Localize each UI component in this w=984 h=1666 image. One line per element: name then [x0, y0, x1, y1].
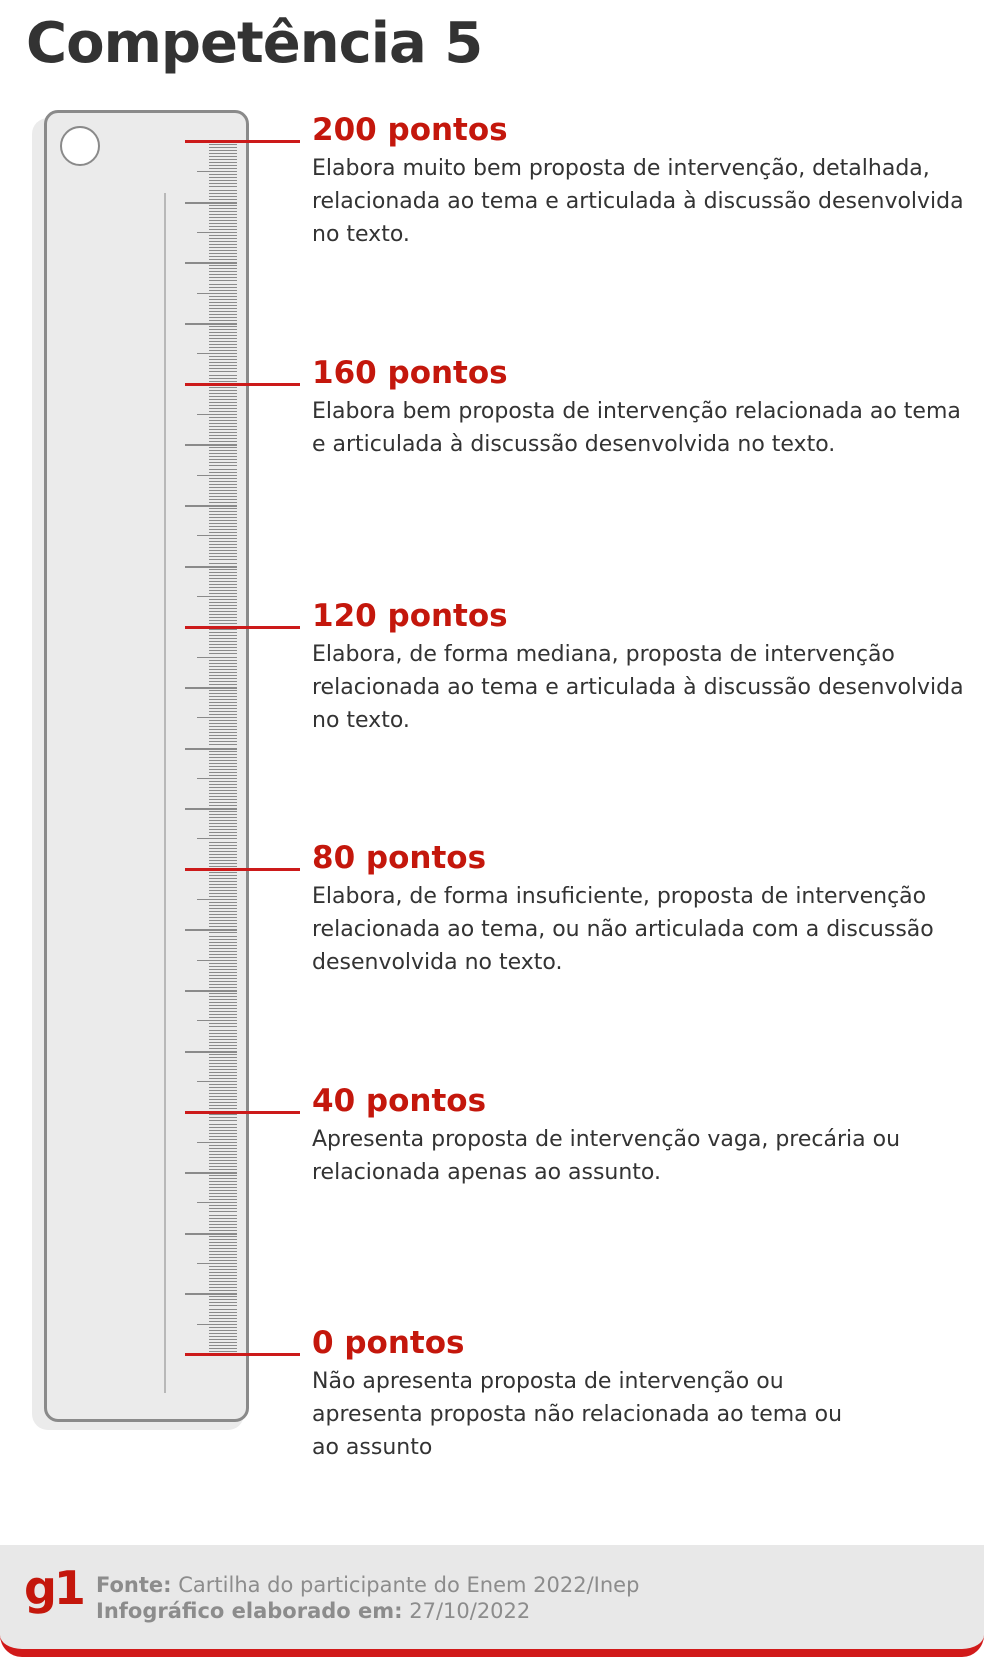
- level-marker-160: [185, 383, 300, 386]
- level-title-160: 160 pontos: [312, 355, 508, 391]
- level-marker-0: [185, 1353, 300, 1356]
- level-desc-120: Elabora, de forma mediana, proposta de intervenção relacionada ao tema e articulada à discussão desenvolvida no texto.: [312, 642, 964, 733]
- footer: [0, 1545, 984, 1657]
- footer-source-value: Cartilha do participante do Enem 2022/Inep: [178, 1573, 640, 1597]
- level-marker-40: [185, 1111, 300, 1114]
- ruler-groove: [164, 193, 166, 1393]
- level-title-40: 40 pontos: [312, 1083, 487, 1119]
- footer-date-value: 27/10/2022: [409, 1599, 531, 1623]
- page-title: Competência 5: [26, 11, 483, 76]
- level-desc-40: Apresenta proposta de intervenção vaga, precária ou relacionada apenas ao assunto.: [312, 1127, 901, 1185]
- level-title-80: 80 pontos: [312, 840, 487, 876]
- level-desc-200: Elabora muito bem proposta de intervenção, detalhada, relacionada ao tema e articulada à discussão desenvolvida no texto.: [312, 156, 964, 247]
- level-marker-200: [185, 140, 300, 143]
- footer-date: [96, 1601, 530, 1622]
- level-title-120: 120 pontos: [312, 598, 508, 634]
- level-desc-80: Elabora, de forma insuficiente, proposta de intervenção relacionada ao tema, ou não articulada com a discussão desenvolvida no texto.: [312, 884, 934, 975]
- level-marker-80: [185, 868, 300, 871]
- ruler-hole: [60, 126, 100, 166]
- level-desc-0: Não apresenta proposta de intervenção ou apresenta proposta não relacionada ao tema ou ao assunto: [312, 1369, 843, 1460]
- level-marker-120: [185, 626, 300, 629]
- level-title-200: 200 pontos: [312, 112, 508, 148]
- g1-logo: g1: [24, 1561, 83, 1615]
- footer-source: [96, 1575, 639, 1596]
- level-desc-160: Elabora bem proposta de intervenção relacionada ao tema e articulada à discussão desenvolvida no texto.: [312, 399, 961, 457]
- level-title-0: 0 pontos: [312, 1325, 465, 1361]
- footer-source-label: Fonte:: [96, 1573, 172, 1597]
- ruler: [44, 110, 249, 1422]
- footer-date-label: Infográfico elaborado em:: [96, 1599, 403, 1623]
